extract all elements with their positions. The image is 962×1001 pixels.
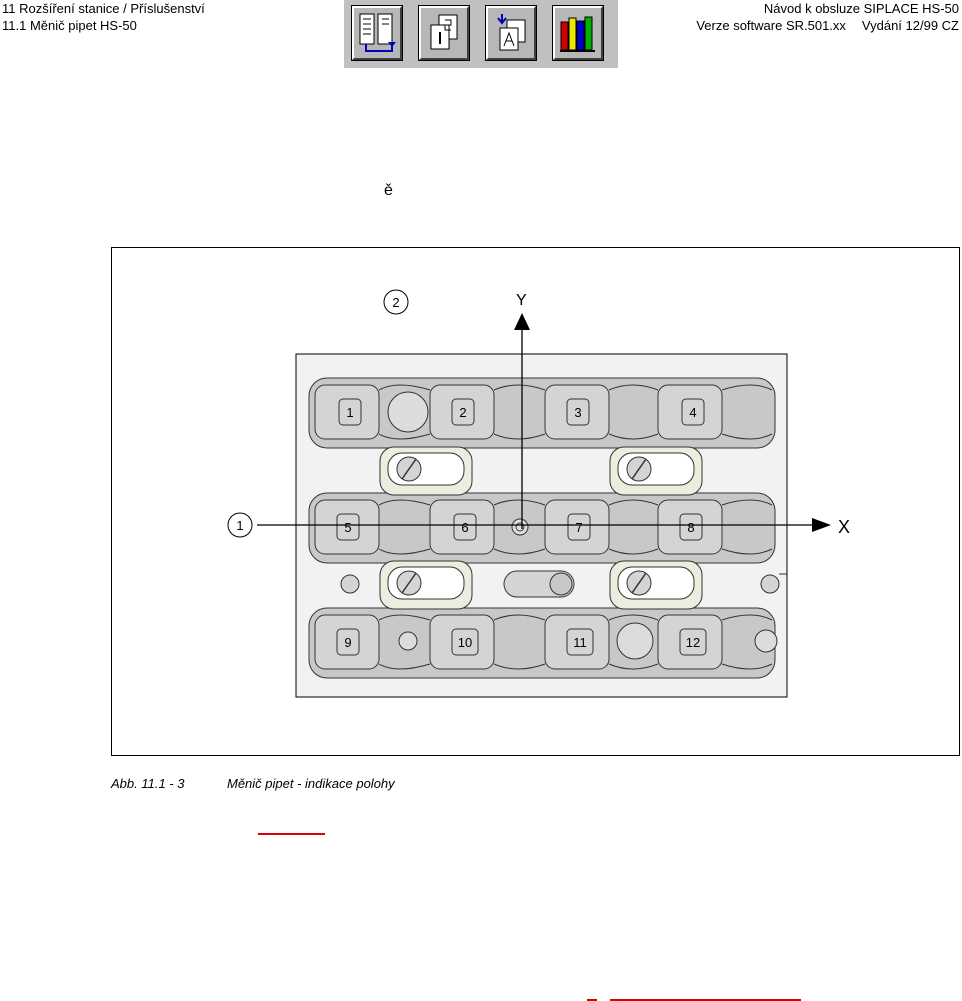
library-button[interactable] [553, 6, 603, 60]
slot-label: 10 [457, 635, 473, 650]
y-axis-arrow [514, 313, 530, 330]
contents-icon [358, 12, 396, 54]
edition: Vydání 12/99 CZ [861, 18, 959, 33]
x-axis-label: X [838, 517, 851, 537]
slot-label: 2 [459, 405, 467, 420]
slot-label: 11 [573, 635, 587, 650]
figure-frame [111, 247, 960, 756]
manual-title: Návod k obsluze SIPLACE HS-50 [763, 1, 959, 16]
index-button[interactable] [486, 6, 536, 60]
callout-1 [228, 513, 252, 537]
pages-button[interactable] [419, 6, 469, 60]
slot-label: 9 [344, 635, 352, 650]
navigation-toolbar [344, 0, 618, 68]
pipette-changer-drawing [112, 248, 959, 755]
page-header-left [2, 0, 205, 34]
figure-title: Měnič pipet - indikace polohy [227, 776, 395, 791]
library-books-icon [559, 12, 597, 54]
software-version: Verze software SR.501.xx [696, 18, 846, 33]
slot-label: 12 [685, 635, 701, 650]
slot-label: 4 [689, 405, 697, 420]
slot-label: 5 [344, 520, 352, 535]
contents-button[interactable] [352, 6, 402, 60]
index-icon [492, 12, 530, 54]
pages-icon [425, 12, 463, 54]
section-title: 11.1 Měnič pipet HS-50 [2, 18, 137, 33]
stray-character: ě [384, 182, 393, 199]
x-axis-arrow [812, 518, 831, 532]
chapter-title: 11 Rozšíření stanice / Příslušenství [2, 1, 205, 16]
callout-1-label: 1 [236, 518, 244, 533]
figure-caption [111, 776, 395, 791]
slot-label: 1 [346, 405, 354, 420]
callout-2-label: 2 [392, 295, 400, 310]
slot-label: 8 [687, 520, 695, 535]
slot-label: 3 [574, 405, 582, 420]
hyperlink-underline[interactable] [258, 833, 325, 835]
slot-label: 7 [575, 520, 583, 535]
figure-number: Abb. 11.1 - 3 [111, 776, 185, 791]
slot-label: 6 [461, 520, 469, 535]
callout-2 [384, 290, 408, 314]
page-header-right [696, 0, 959, 34]
y-axis-label: Y [516, 292, 527, 309]
